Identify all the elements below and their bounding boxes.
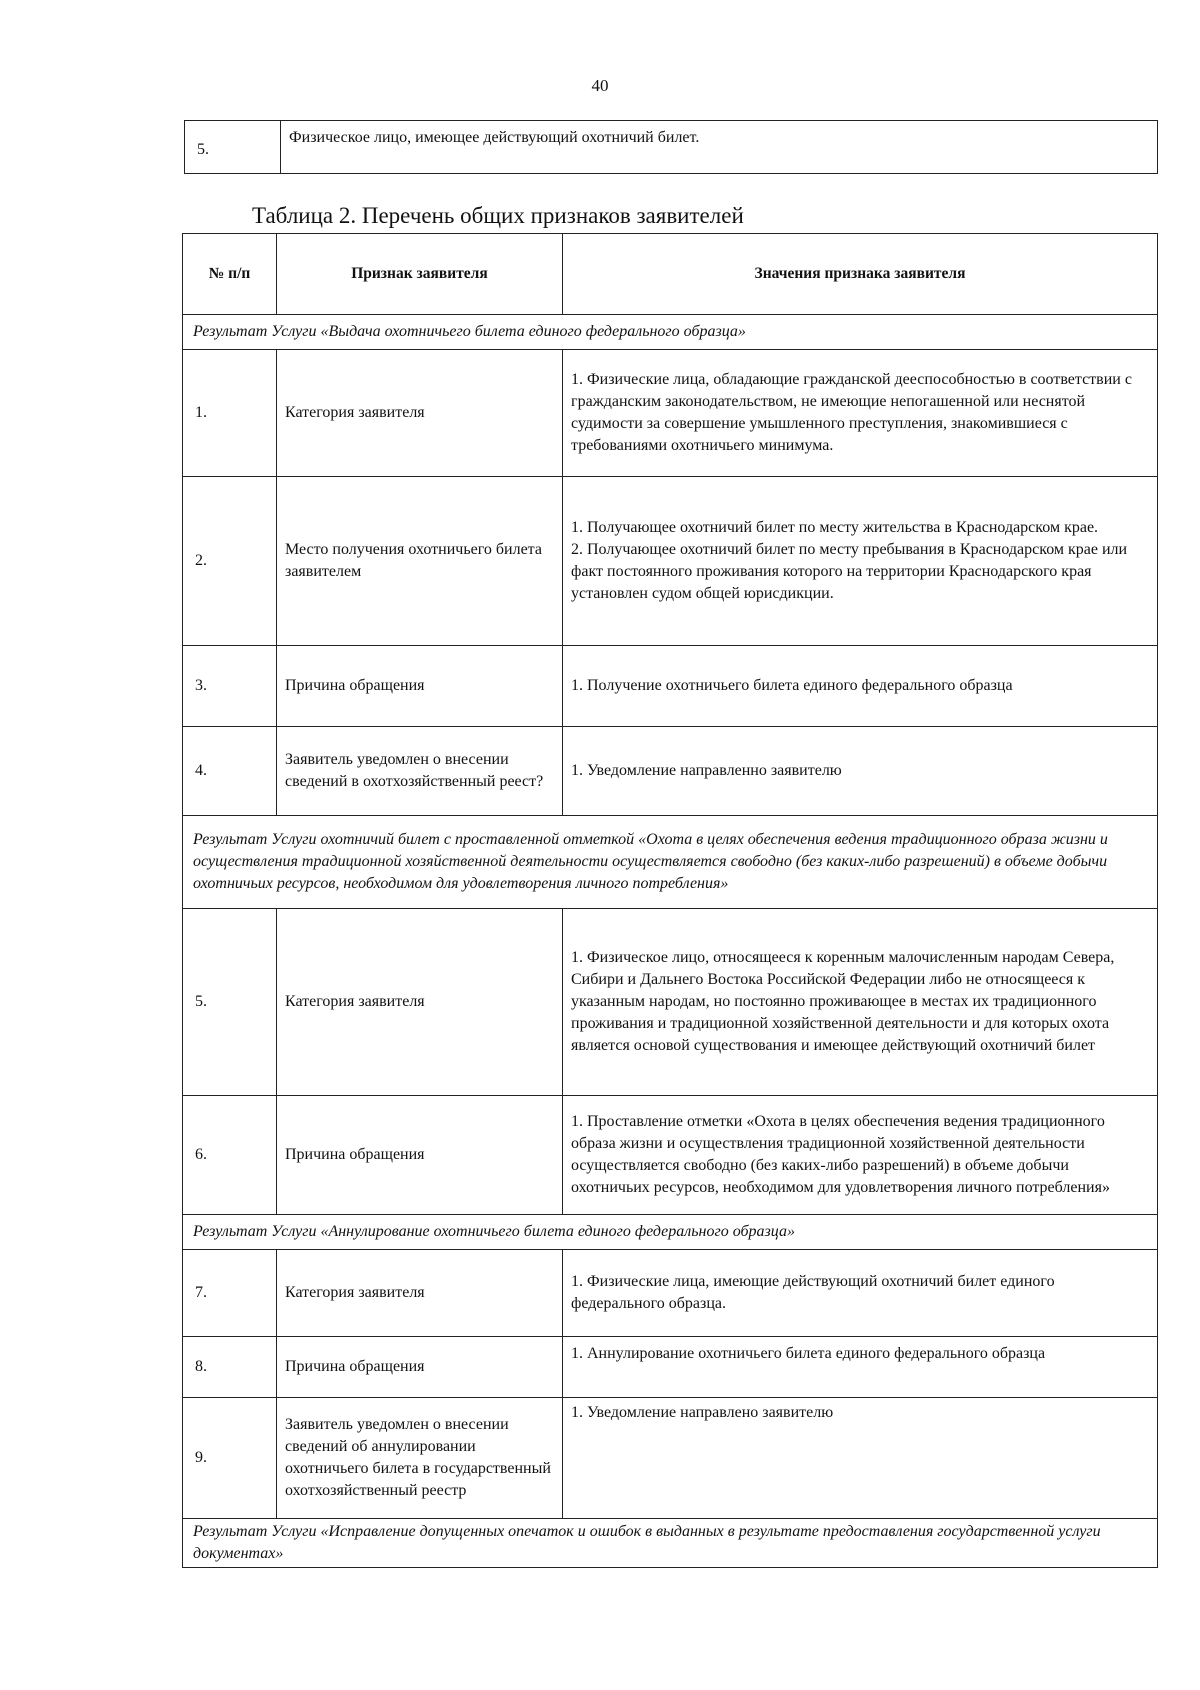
row-value: 1. Проставление отметки «Охота в целях обеспечения ведения традиционного образа жизни и осуществления традиционной хозяйственной деятельности осуществляется свободно (без каких-либо разрешений) в объеме добычи охотничьих ресурсов, необходимом для удовлетворения личного потребления» [563,1096,1158,1215]
value-line: 2. Получающее охотничий билет по месту пребывания в Краснодарском крае или факт постоянного проживания которого на территории Краснодарского края установлен судом общей юрисдикции. [571,541,1128,602]
row-sign: Категория заявителя [277,909,563,1096]
row-number: 5. [185,121,281,174]
table-row [183,646,1158,727]
row-sign: Заявитель уведомлен о внесении сведений в охотхозяйственный реест? [277,727,563,816]
row-sign: Причина обращения [277,1337,563,1398]
row-number: 4. [183,727,277,816]
row-value [563,477,1158,646]
row-value: 1. Уведомление направлено заявителю [563,1398,1158,1519]
row-number: 6. [183,1096,277,1215]
header-sign: Признак заявителя [277,234,563,315]
row-value: 1. Уведомление направленно заявителю [563,727,1158,816]
section-title: Результат Услуги «Аннулирование охотничьего билета единого федерального образца» [183,1215,1158,1250]
row-sign: Категория заявителя [277,350,563,477]
section-row [183,1519,1158,1568]
table-row [185,121,1158,174]
header-number: № п/п [183,234,277,315]
row-number: 7. [183,1250,277,1337]
table-row [183,477,1158,646]
row-sign: Категория заявителя [277,1250,563,1337]
table-row [183,1398,1158,1519]
row-text: Физическое лицо, имеющее действующий охотничий билет. [281,121,1158,174]
row-value: 1. Физическое лицо, относящееся к коренным малочисленным народам Севера, Сибири и Дальнего Востока Российской Федерации либо не относящееся к указанным народам, но постоянно проживающее в местах их традиционного проживания и традиционной хозяйственной деятельности и для которых охота является основой существования и имеющее действующий охотничий билет [563,909,1158,1096]
continued-table [184,120,1158,174]
table-row [183,1337,1158,1398]
section-title: Результат Услуги «Исправление допущенных опечаток и ошибок в выданных в результате предоставления государственной услуги документах» [183,1519,1158,1568]
applicant-signs-table [182,233,1158,1568]
row-value: 1. Физические лица, имеющие действующий охотничий билет единого федерального образца. [563,1250,1158,1337]
table-header-row [183,234,1158,315]
row-number: 8. [183,1337,277,1398]
row-value: 1. Физические лица, обладающие гражданской дееспособностью в соответствии с гражданским законодательством, не имеющие непогашенной или неснятой судимости за совершение умышленного преступления, знакомившиеся с требованиями охотничьего минимума. [563,350,1158,477]
row-sign: Причина обращения [277,646,563,727]
table-row [183,1096,1158,1215]
section-title: Результат Услуги «Выдача охотничьего билета единого федерального образца» [183,315,1158,350]
table-row [183,727,1158,816]
row-sign: Заявитель уведомлен о внесении сведений об аннулировании охотничьего билета в государственный охотхозяйственный реестр [277,1398,563,1519]
row-number: 5. [183,909,277,1096]
table-row [183,350,1158,477]
row-value: 1. Аннулирование охотничьего билета единого федерального образца [563,1337,1158,1398]
section-title: Результат Услуги охотничий билет с проставленной отметкой «Охота в целях обеспечения ведения традиционного образа жизни и осуществления традиционной хозяйственной деятельности осуществляется свободно (без каких-либо разрешений) в объеме добычи охотничьих ресурсов, необходимом для удовлетворения личного потребления» [183,816,1158,909]
row-sign: Причина обращения [277,1096,563,1215]
row-number: 1. [183,350,277,477]
table-caption: Таблица 2. Перечень общих признаков заявителей [252,203,744,228]
row-value: 1. Получение охотничьего билета единого федерального образца [563,646,1158,727]
section-row [183,1215,1158,1250]
section-row [183,315,1158,350]
row-number: 9. [183,1398,277,1519]
header-value: Значения признака заявителя [563,234,1158,315]
table-row [183,909,1158,1096]
section-row [183,816,1158,909]
page-number: 40 [591,76,609,95]
row-number: 2. [183,477,277,646]
value-line: 1. Получающее охотничий билет по месту жительства в Краснодарском крае. [571,519,1099,536]
table-row [183,1250,1158,1337]
row-number: 3. [183,646,277,727]
row-sign: Место получения охотничьего билета заявителем [277,477,563,646]
